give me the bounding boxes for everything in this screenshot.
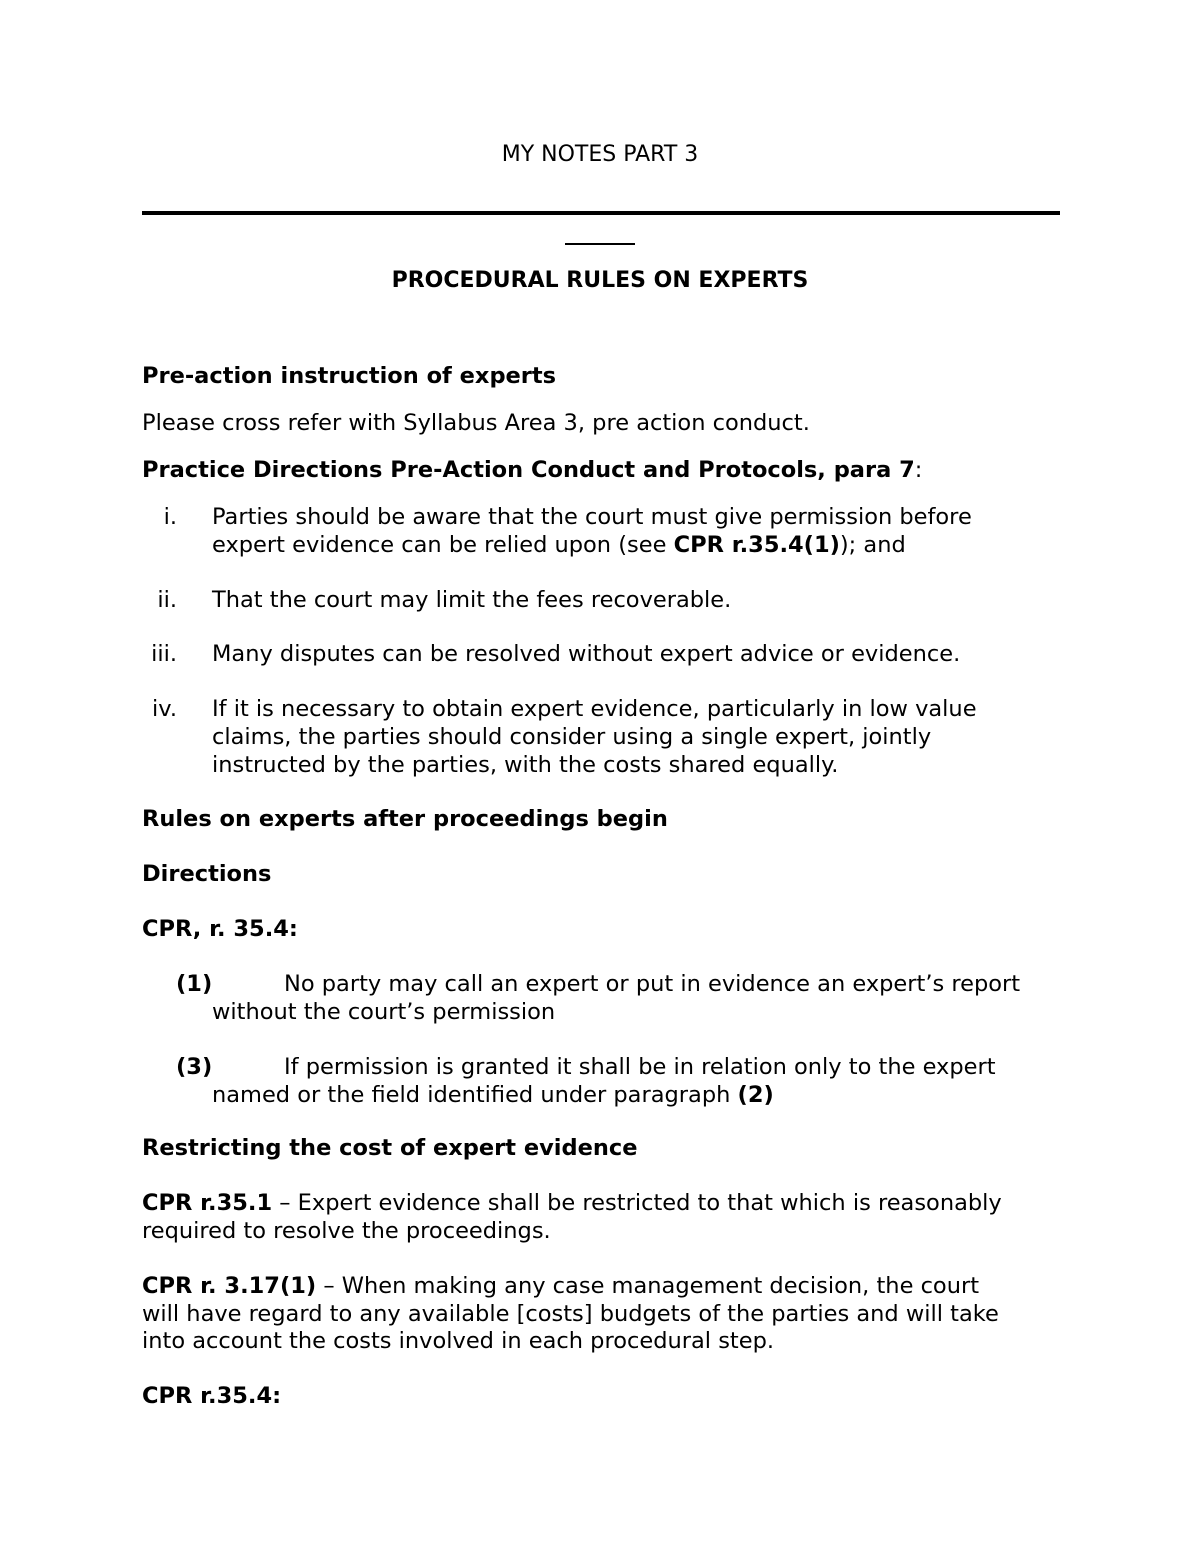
paragraph-reference: (2) bbox=[737, 1082, 774, 1108]
pre-action-heading: Pre-action instruction of experts bbox=[142, 363, 557, 389]
rule-line: No party may call an expert or put in evidence an expert’s report bbox=[284, 971, 1021, 997]
list-item-line: That the court may limit the fees recoverable. bbox=[212, 587, 732, 613]
list-item-line: If it is necessary to obtain expert evidence, particularly in low value bbox=[212, 696, 977, 722]
cpr-35-4-heading-2: CPR r.35.4: bbox=[142, 1383, 282, 1409]
header-divider-thick bbox=[142, 211, 1060, 215]
after-proceedings-heading: Rules on experts after proceedings begin bbox=[142, 806, 668, 832]
list-item-line bbox=[212, 531, 906, 559]
list-item-text: expert evidence can be relied upon (see bbox=[212, 532, 674, 558]
list-item-line: Many disputes can be resolved without expert advice or evidence. bbox=[212, 641, 961, 667]
restricting-heading: Restricting the cost of expert evidence bbox=[142, 1135, 638, 1161]
paragraph-line bbox=[142, 1189, 1002, 1217]
paragraph-line: required to resolve the proceedings. bbox=[142, 1218, 551, 1244]
paragraph-line: into account the costs involved in each procedural step. bbox=[142, 1328, 775, 1354]
list-item-line: claims, the parties should consider using a single expert, jointly bbox=[212, 724, 932, 750]
cpr-35-4-heading: CPR, r. 35.4: bbox=[142, 916, 298, 942]
cpr-reference: CPR r. 3.17(1) bbox=[142, 1273, 317, 1299]
cpr-reference: CPR r.35.1 bbox=[142, 1190, 273, 1216]
directions-heading: Directions bbox=[142, 861, 272, 887]
rule-number: (3) bbox=[176, 1054, 213, 1080]
paragraph-text: – Expert evidence shall be restricted to that which is reasonably bbox=[272, 1190, 1002, 1216]
list-item-line: instructed by the parties, with the costs shared equally. bbox=[212, 752, 839, 778]
list-marker: iv. bbox=[152, 696, 177, 722]
section-title: PROCEDURAL RULES ON EXPERTS bbox=[391, 268, 809, 293]
rule-line: If permission is granted it shall be in relation only to the expert bbox=[284, 1054, 996, 1080]
practice-direction-colon: : bbox=[914, 457, 923, 483]
rule-line bbox=[212, 1081, 774, 1109]
cpr-reference: CPR r.35.4(1) bbox=[673, 532, 840, 558]
list-marker: i. bbox=[163, 504, 177, 530]
list-item-line: Parties should be aware that the court must give permission before bbox=[212, 504, 972, 530]
practice-direction-heading bbox=[142, 456, 922, 484]
paragraph-text: – When making any case management decision, the court bbox=[316, 1273, 980, 1299]
list-marker: iii. bbox=[151, 641, 177, 667]
list-item-text: ); and bbox=[839, 532, 906, 558]
cross-reference-note: Please cross refer with Syllabus Area 3, pre action conduct. bbox=[142, 410, 810, 436]
page-title: MY NOTES PART 3 bbox=[501, 142, 699, 167]
paragraph-line: will have regard to any available [costs] budgets of the parties and will take bbox=[142, 1301, 999, 1327]
rule-number: (1) bbox=[176, 971, 213, 997]
rule-line: without the court’s permission bbox=[212, 999, 556, 1025]
rule-text: named or the field identified under paragraph bbox=[212, 1082, 738, 1108]
paragraph-line bbox=[142, 1272, 979, 1300]
practice-direction-title: Practice Directions Pre-Action Conduct and Protocols, para 7 bbox=[142, 457, 915, 483]
header-divider-short bbox=[565, 243, 635, 245]
list-marker: ii. bbox=[157, 587, 177, 613]
